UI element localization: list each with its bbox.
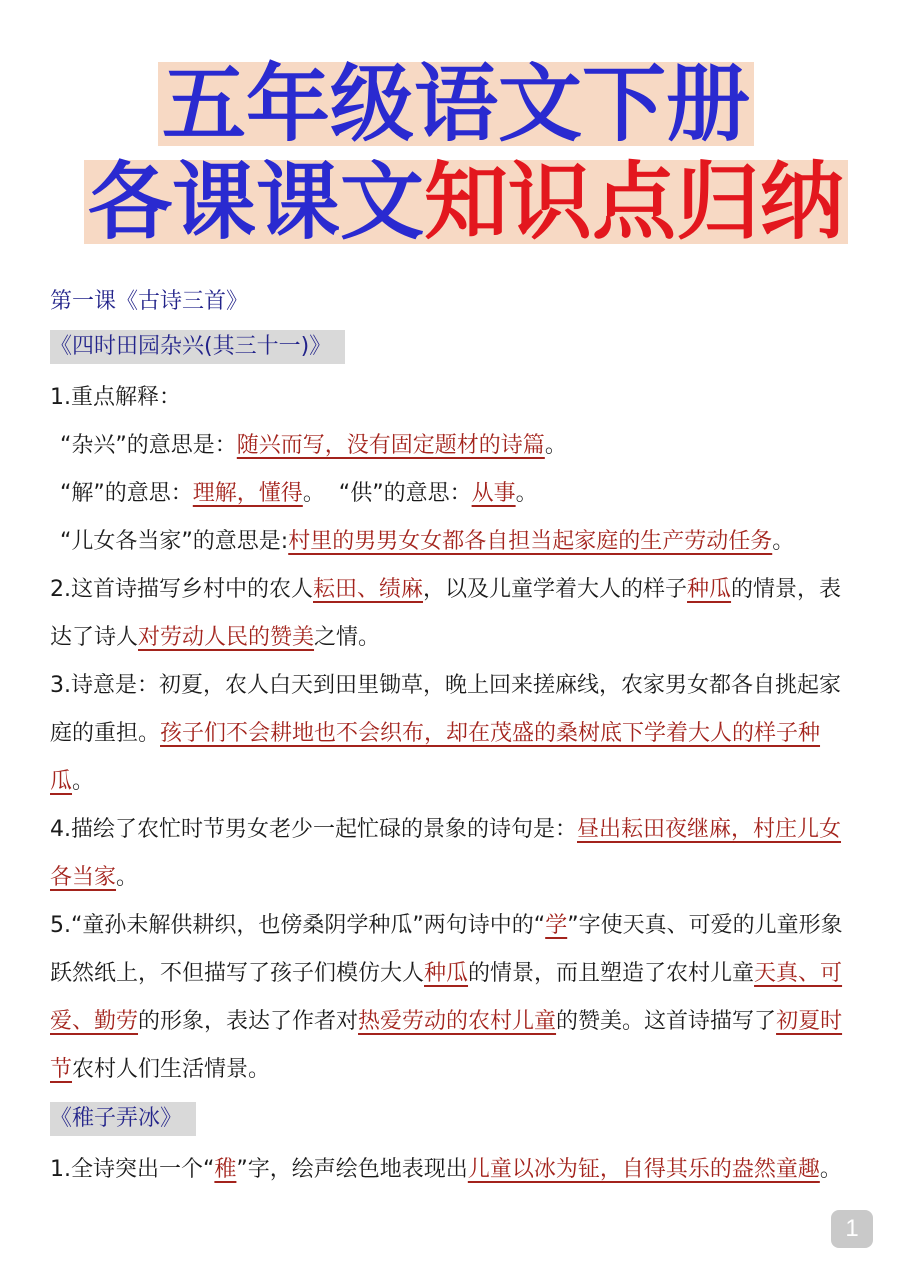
- point-4-answer: 昼出耘田夜继麻，村庄儿女各当家: [50, 817, 842, 890]
- poem-2-point-1-text-2: ”字，绘声绘色地表现出: [236, 1157, 468, 1182]
- point-1c-end: 。: [772, 529, 795, 554]
- point-5-answer-3: 天真、可爱、勤劳: [50, 961, 843, 1034]
- point-1b-mid: 。 “供”的意思：: [302, 481, 472, 506]
- lesson-heading: 第一课《古诗三首》: [50, 289, 249, 314]
- point-5-text: 5.“童孙未解供耕织，也傍桑阴学种瓜”两句诗中的“: [50, 913, 546, 938]
- point-5-answer-4: 热爱劳动的农村儿童: [358, 1009, 557, 1034]
- point-1a: [50, 422, 850, 470]
- point-5-end: 农村人们生活情景。: [72, 1057, 271, 1082]
- point-3-answer: 孩子们不会耕地也不会织布，却在茂盛的桑树底下学着大人的样子种瓜: [50, 721, 821, 794]
- point-2-text: 2.这首诗描写乡村中的农人: [50, 577, 313, 602]
- point-5-answer-5: 初夏时节: [50, 1009, 843, 1082]
- point-4-end: 。: [116, 865, 139, 890]
- point-2-answer-1: 耘田、绩麻: [313, 577, 424, 602]
- poem-title-1: 《四时田园杂兴(其三十一)》: [50, 330, 345, 364]
- point-2-answer-3: 对劳动人民的赞美: [138, 625, 315, 650]
- point-1b-text: “解”的意思：: [60, 481, 193, 506]
- point-1a-answer: 随兴而写，没有固定题材的诗篇: [236, 433, 545, 458]
- point-3-text: 3.诗意是：初夏，农人白天到田里锄草，晚上回来搓麻线，农家男女都各自挑起家庭的重担。: [50, 673, 841, 746]
- point-5-answer-2: 种瓜: [424, 961, 469, 986]
- point-5-text-3: 的情景，而且塑造了农村儿童: [468, 961, 755, 986]
- title-line-2-blue: 各课课文: [88, 153, 425, 251]
- point-1-heading: 1.重点解释：: [50, 385, 181, 410]
- point-5: [50, 902, 850, 1094]
- point-1c-answer: 村里的男男女女都各自担当起家庭的生产劳动任务: [288, 529, 773, 554]
- document-body: [50, 282, 850, 1194]
- point-2: [50, 566, 850, 662]
- point-5-answer-1: 学: [545, 913, 568, 938]
- point-2-answer-2: 种瓜: [687, 577, 732, 602]
- poem-title-2: 《稚子弄冰》: [50, 1102, 196, 1136]
- point-3: [50, 662, 850, 806]
- point-5-text-2: ”字使天真、可爱的儿童形象跃然纸上，不但描写了孩子们模仿大人: [50, 913, 843, 986]
- point-2-end: 之情。: [314, 625, 381, 650]
- poem-2-point-1-end: 。: [819, 1157, 842, 1182]
- poem-2-point-1-answer-1: 稚: [214, 1157, 237, 1182]
- point-1a-text: “杂兴”的意思是：: [60, 433, 237, 458]
- point-1b-answer: 理解，懂得: [192, 481, 303, 506]
- point-1b-answer-2: 从事: [471, 481, 516, 506]
- point-1a-end: 。: [544, 433, 567, 458]
- page-number-badge: 1: [831, 1210, 873, 1248]
- point-2-text-3: 的情景，表达了诗人: [50, 577, 842, 650]
- poem-2-point-1: [50, 1146, 850, 1194]
- point-4: [50, 806, 850, 902]
- point-3-end: 。: [72, 769, 95, 794]
- point-5-text-4: 的形象，表达了作者对: [138, 1009, 359, 1034]
- point-1b-end: 。: [515, 481, 538, 506]
- poem-2-point-1-answer-2: 儿童以冰为钲，自得其乐的盎然童趣: [467, 1157, 820, 1182]
- point-4-text: 4.描绘了农忙时节男女老少一起忙碌的景象的诗句是：: [50, 817, 577, 842]
- point-1c: [50, 518, 850, 566]
- title-line-2-red: 知识点归纳: [424, 153, 845, 251]
- point-1c-text: “儿女各当家”的意思是:: [60, 529, 289, 554]
- point-2-text-2: ，以及儿童学着大人的样子: [423, 577, 688, 602]
- point-1b: [50, 470, 850, 518]
- title-line-1: 五年级语文下册: [158, 62, 754, 146]
- poem-2-point-1-text: 1.全诗突出一个“: [50, 1157, 215, 1182]
- point-5-text-5: 的赞美。这首诗描写了: [556, 1009, 777, 1034]
- title-line-2: [84, 153, 848, 251]
